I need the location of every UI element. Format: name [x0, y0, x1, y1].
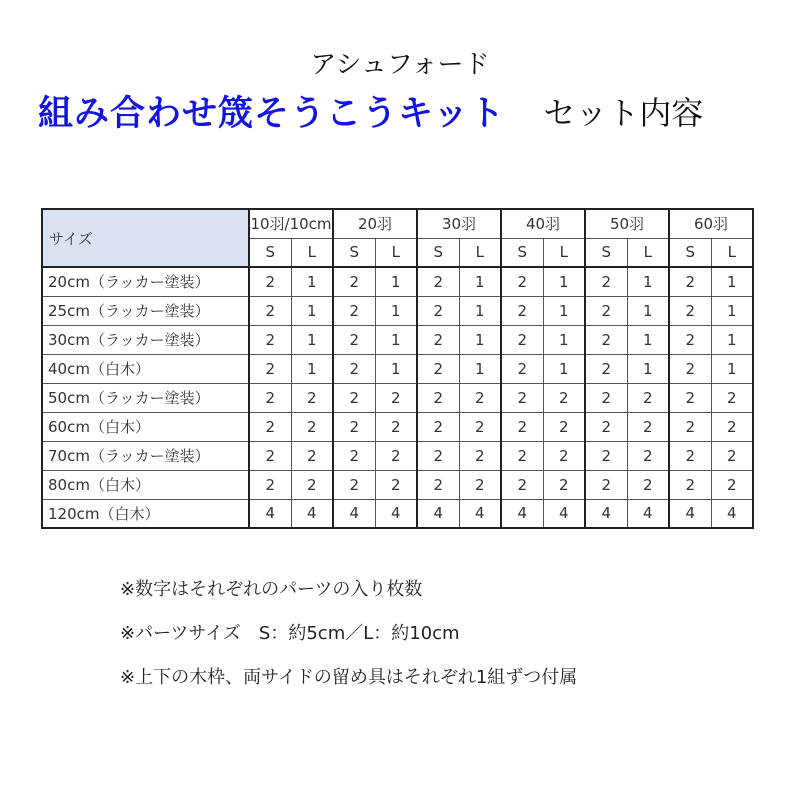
table-cell: 2: [249, 296, 291, 325]
table-row: [42, 499, 753, 528]
table-cell: 2: [627, 441, 669, 470]
note-item: ※パーツサイズ S：約5cm／L：約10cm: [120, 623, 460, 644]
table-cell: 1: [291, 267, 333, 296]
group-header: 10羽/10cm: [249, 209, 333, 238]
table-cell: 1: [711, 267, 753, 296]
table-cell: 1: [459, 267, 501, 296]
table-cell: 2: [459, 441, 501, 470]
table-cell: 2: [585, 412, 627, 441]
table-row: [42, 267, 753, 296]
table-cell: 4: [669, 499, 711, 528]
size-sub-header: L: [627, 238, 669, 267]
group-header: 60羽: [669, 209, 753, 238]
table-cell: 2: [375, 412, 417, 441]
table-row: [42, 383, 753, 412]
size-sub-header: S: [249, 238, 291, 267]
product-title: 組み合わせ筬そうこうキット: [38, 94, 506, 134]
table-cell: 2: [459, 470, 501, 499]
table-cell: 2: [711, 412, 753, 441]
table-cell: 2: [585, 296, 627, 325]
table-cell: 2: [711, 470, 753, 499]
table-cell: 1: [459, 296, 501, 325]
table-cell: 2: [333, 383, 375, 412]
table-cell: 2: [291, 470, 333, 499]
note-item: ※上下の木枠、両サイドの留め具はそれぞれ1組ずつ付属: [120, 667, 578, 688]
table-cell: 1: [543, 325, 585, 354]
table-cell: 2: [585, 267, 627, 296]
table-cell: 1: [543, 267, 585, 296]
table-cell: 4: [543, 499, 585, 528]
table-cell: 2: [459, 383, 501, 412]
table-cell: 1: [627, 267, 669, 296]
table-cell: 1: [459, 354, 501, 383]
table-cell: 2: [669, 412, 711, 441]
table-cell: 2: [417, 470, 459, 499]
table-cell: 2: [669, 354, 711, 383]
table-cell: 2: [543, 441, 585, 470]
table-cell: 2: [249, 354, 291, 383]
table-cell: 2: [669, 470, 711, 499]
table-row: [42, 296, 753, 325]
table-cell: 2: [669, 296, 711, 325]
table-cell: 2: [585, 383, 627, 412]
table-cell: 2: [501, 354, 543, 383]
table-cell: 2: [375, 441, 417, 470]
table-cell: 2: [333, 296, 375, 325]
table-cell: 4: [501, 499, 543, 528]
table-cell: 1: [543, 354, 585, 383]
table-cell: 2: [711, 383, 753, 412]
table-cell: 1: [711, 354, 753, 383]
table-row: [42, 441, 753, 470]
table-cell: 2: [375, 383, 417, 412]
table-cell: 1: [375, 296, 417, 325]
table-row: [42, 470, 753, 499]
table-cell: 1: [711, 296, 753, 325]
table-cell: 1: [627, 296, 669, 325]
notes: [120, 575, 577, 707]
table-cell: 2: [417, 441, 459, 470]
table-cell: 2: [249, 470, 291, 499]
size-sub-header: L: [459, 238, 501, 267]
table-cell: 2: [669, 267, 711, 296]
table-cell: 2: [333, 354, 375, 383]
table-cell: 2: [585, 470, 627, 499]
set-contents-heading: セット内容: [543, 94, 704, 132]
table-cell: 4: [417, 499, 459, 528]
table-row: [42, 412, 753, 441]
table-cell: 2: [669, 441, 711, 470]
table-cell: 2: [417, 383, 459, 412]
table-cell: 2: [501, 296, 543, 325]
table-row: [42, 354, 753, 383]
table-cell: 2: [711, 441, 753, 470]
group-header: 30羽: [417, 209, 501, 238]
table-cell: 2: [249, 412, 291, 441]
table-cell: 1: [627, 354, 669, 383]
table-cell: 4: [375, 499, 417, 528]
table-cell: 2: [501, 441, 543, 470]
size-sub-header: S: [669, 238, 711, 267]
group-header-row: [42, 209, 753, 238]
table-cell: 2: [333, 412, 375, 441]
table-cell: 2: [417, 325, 459, 354]
table-cell: 2: [249, 441, 291, 470]
table-cell: 2: [417, 267, 459, 296]
table-cell: 2: [375, 470, 417, 499]
table-cell: 2: [501, 412, 543, 441]
size-sub-header: L: [711, 238, 753, 267]
table-cell: 2: [543, 412, 585, 441]
table-cell: 2: [585, 325, 627, 354]
table-cell: 2: [333, 441, 375, 470]
table-cell: 2: [333, 267, 375, 296]
table-cell: 2: [291, 412, 333, 441]
table-cell: 2: [249, 267, 291, 296]
title-row: [38, 88, 703, 134]
size-sub-header: L: [543, 238, 585, 267]
brand-name: アシュフォード: [310, 50, 490, 80]
row-label: 40cm（白木）: [42, 354, 249, 383]
table-cell: 1: [291, 296, 333, 325]
size-sub-header: S: [501, 238, 543, 267]
table-cell: 2: [543, 383, 585, 412]
table-cell: 2: [627, 412, 669, 441]
table-cell: 2: [417, 296, 459, 325]
table-cell: 2: [669, 325, 711, 354]
note-item: ※数字はそれぞれのパーツの入り枚数: [120, 579, 423, 600]
size-sub-header: S: [585, 238, 627, 267]
size-sub-header: S: [333, 238, 375, 267]
table-cell: 2: [585, 441, 627, 470]
table-cell: 1: [375, 267, 417, 296]
table-cell: 1: [291, 354, 333, 383]
table-cell: 2: [417, 412, 459, 441]
table-cell: 1: [459, 325, 501, 354]
group-header: 40羽: [501, 209, 585, 238]
row-label: 25cm（ラッカー塗装）: [42, 296, 249, 325]
table-cell: 1: [627, 325, 669, 354]
table-cell: 4: [585, 499, 627, 528]
table-cell: 2: [501, 470, 543, 499]
table-cell: 2: [249, 325, 291, 354]
table-cell: 2: [249, 383, 291, 412]
row-label: 120cm（白木）: [42, 499, 249, 528]
table-cell: 2: [501, 383, 543, 412]
table-cell: 2: [501, 267, 543, 296]
group-header: 50羽: [585, 209, 669, 238]
table-cell: 2: [333, 325, 375, 354]
set-contents-table: [41, 208, 754, 529]
size-sub-header: L: [375, 238, 417, 267]
row-label: 80cm（白木）: [42, 470, 249, 499]
table-cell: 2: [501, 325, 543, 354]
table-cell: 2: [417, 354, 459, 383]
table-cell: 2: [585, 354, 627, 383]
table-cell: 1: [711, 325, 753, 354]
table-cell: 1: [543, 296, 585, 325]
row-label: 50cm（ラッカー塗装）: [42, 383, 249, 412]
table-cell: 2: [669, 383, 711, 412]
table-cell: 2: [627, 383, 669, 412]
table-cell: 4: [291, 499, 333, 528]
table-cell: 2: [333, 470, 375, 499]
table-cell: 1: [291, 325, 333, 354]
row-label: 70cm（ラッカー塗装）: [42, 441, 249, 470]
group-header: 20羽: [333, 209, 417, 238]
table-cell: 1: [375, 354, 417, 383]
table-cell: 2: [543, 470, 585, 499]
table-cell: 4: [711, 499, 753, 528]
row-label: 60cm（白木）: [42, 412, 249, 441]
table-cell: 1: [375, 325, 417, 354]
row-label: 30cm（ラッカー塗装）: [42, 325, 249, 354]
table-cell: 2: [291, 441, 333, 470]
table-cell: 2: [291, 383, 333, 412]
table-cell: 4: [459, 499, 501, 528]
row-label: 20cm（ラッカー塗装）: [42, 267, 249, 296]
table-row: [42, 325, 753, 354]
size-sub-header: L: [291, 238, 333, 267]
table-cell: 4: [249, 499, 291, 528]
table-cell: 2: [627, 470, 669, 499]
size-sub-header: S: [417, 238, 459, 267]
table-body: [42, 267, 753, 528]
table-cell: 4: [333, 499, 375, 528]
size-column-header: サイズ: [42, 209, 249, 267]
table-cell: 2: [459, 412, 501, 441]
table-cell: 4: [627, 499, 669, 528]
